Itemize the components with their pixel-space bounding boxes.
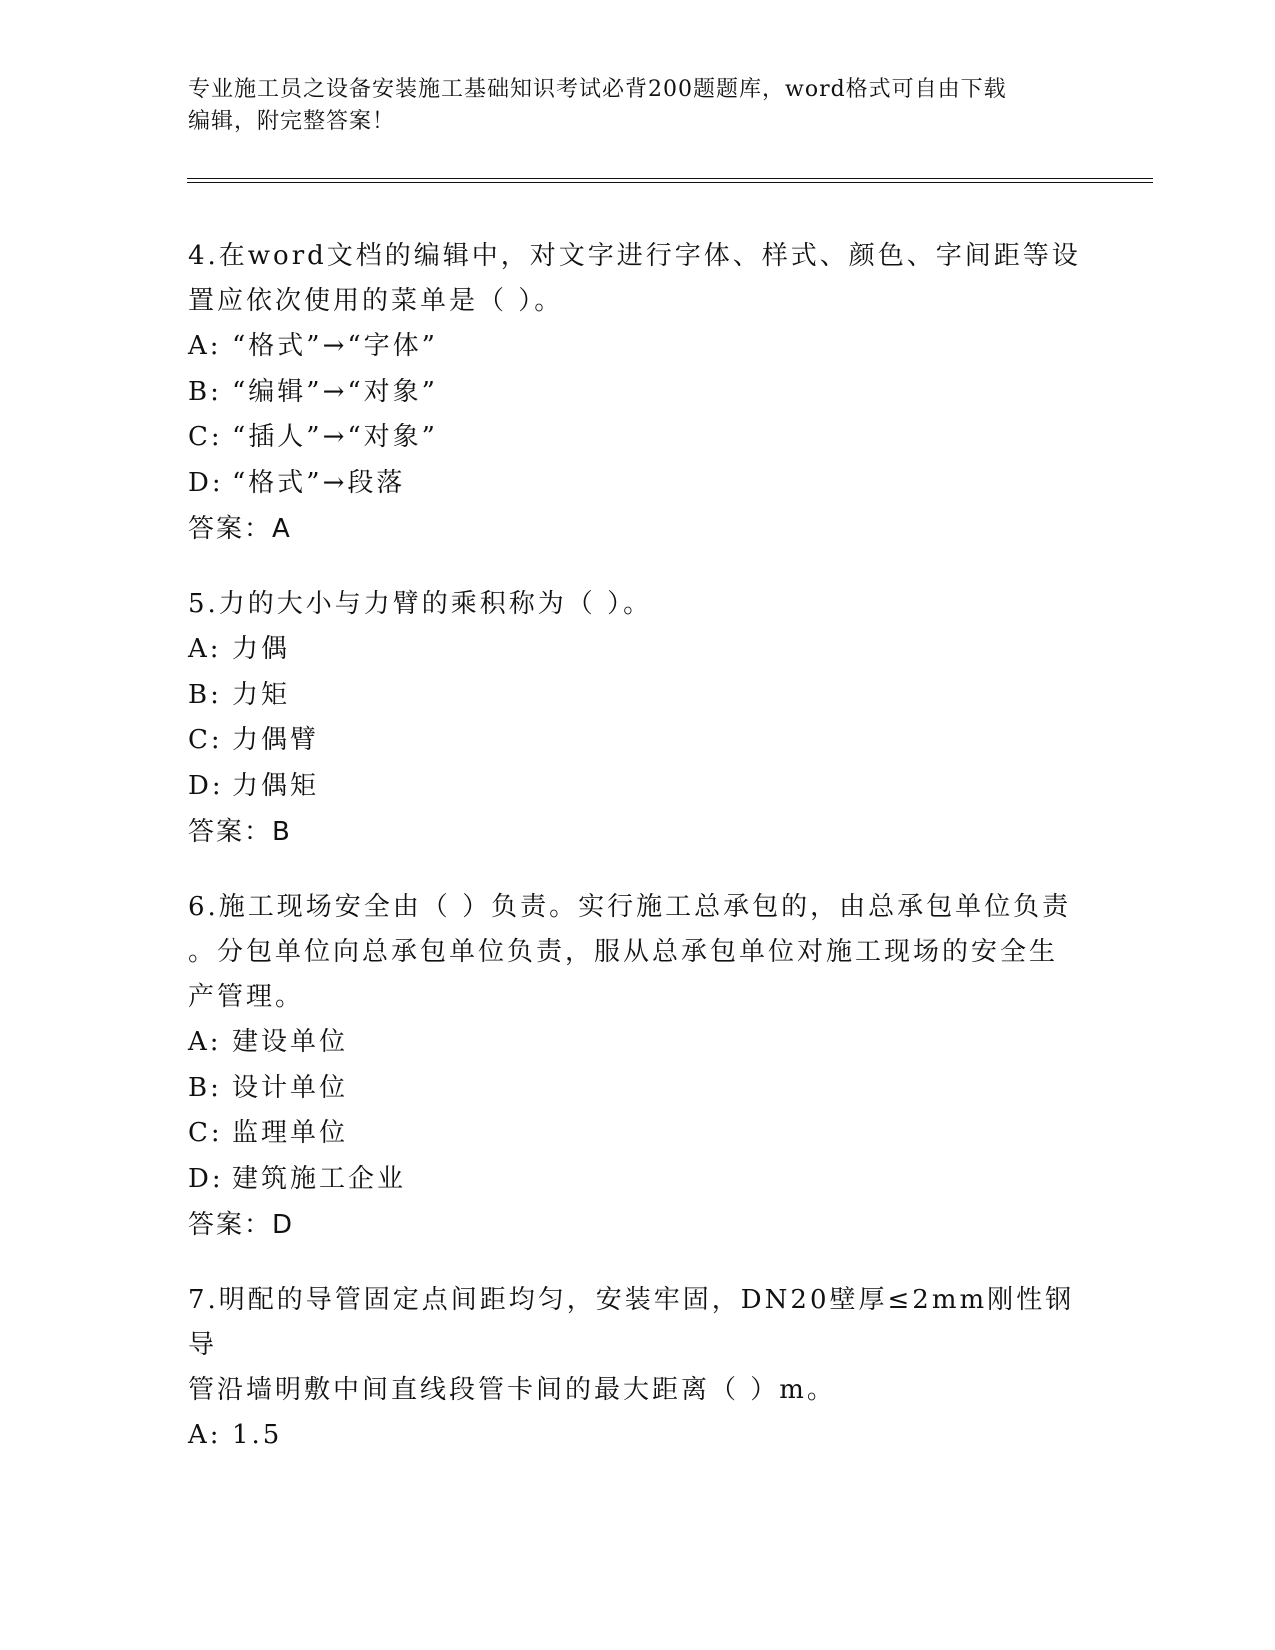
document-header [188,74,1088,138]
option-text: 建筑施工企业 [232,1163,407,1194]
answer-line: 答案：B [188,817,292,847]
question-stem-line: 管沿墙明敷中间直线段管卡间的最大距离（ ）m。 [188,1375,836,1405]
option-b [188,370,1088,416]
header-title-line-1: 专业施工员之设备安装施工基础知识考试必背200题题库，word格式可自由下载 [188,77,1007,102]
option-d [188,461,1088,507]
option-letter: A: [188,331,222,361]
option-d [188,764,1088,810]
option-text: 1.5 [232,1420,283,1450]
option-a [188,627,1088,673]
question-list [188,234,1088,1489]
option-text: “插人”→“对象” [232,422,438,452]
answer-line: 答案：A [188,514,292,544]
option-text: “格式”→“字体” [232,331,438,361]
header-title-line-2: 编辑，附完整答案！ [188,109,396,134]
option-letter: B: [188,679,222,710]
option-a [188,1020,1088,1066]
option-letter: D: [188,467,224,498]
question-stem-line: 。分包单位向总承包单位负责，服从总承包单位对施工现场的安全生 [188,937,1059,967]
option-text: 力偶矩 [232,770,320,801]
option-letter: A: [188,634,222,664]
option-a [188,1413,1088,1459]
option-text: 力矩 [232,679,291,710]
header-rule-top [187,178,1153,179]
option-letter: C: [188,1118,223,1148]
header-rule-bottom [187,182,1153,183]
question-stem-line: 5.力的大小与力臂的乘积称为（ ）。 [188,589,653,619]
option-letter: D: [188,1163,224,1194]
option-text: 监理单位 [232,1118,349,1148]
option-a [188,324,1088,370]
question-5 [188,582,1088,855]
option-b [188,673,1088,719]
question-7 [188,1278,1088,1459]
option-text: 设计单位 [232,1072,349,1103]
option-text: 力偶 [232,634,291,664]
option-text: “编辑”→“对象” [232,376,438,407]
option-letter: D: [188,770,224,801]
option-c [188,1111,1088,1157]
option-c [188,718,1088,764]
option-b [188,1066,1088,1112]
option-letter: A: [188,1420,222,1450]
option-letter: B: [188,376,222,407]
option-letter: C: [188,422,223,452]
question-4 [188,234,1088,552]
question-stem-line: 产管理。 [188,982,305,1012]
question-stem-line: 置应依次使用的菜单是（ ）。 [188,286,564,316]
option-d [188,1157,1088,1203]
option-text: “格式”→段落 [232,467,406,498]
answer-line: 答案：D [188,1210,295,1240]
question-stem-line: 6.施工现场安全由（ ）负责。实行施工总承包的，由总承包单位负责 [188,892,1072,922]
option-text: 建设单位 [232,1027,349,1057]
question-6 [188,885,1088,1248]
option-letter: A: [188,1027,222,1057]
question-stem-line: 4.在word文档的编辑中，对文字进行字体、样式、颜色、字间距等设 [188,241,1081,271]
option-c [188,415,1088,461]
option-letter: B: [188,1072,222,1103]
option-letter: C: [188,725,223,755]
question-stem-line: 7.明配的导管固定点间距均匀，安装牢固，DN20壁厚≤2mm刚性钢导 [188,1285,1075,1360]
option-text: 力偶臂 [232,725,320,755]
